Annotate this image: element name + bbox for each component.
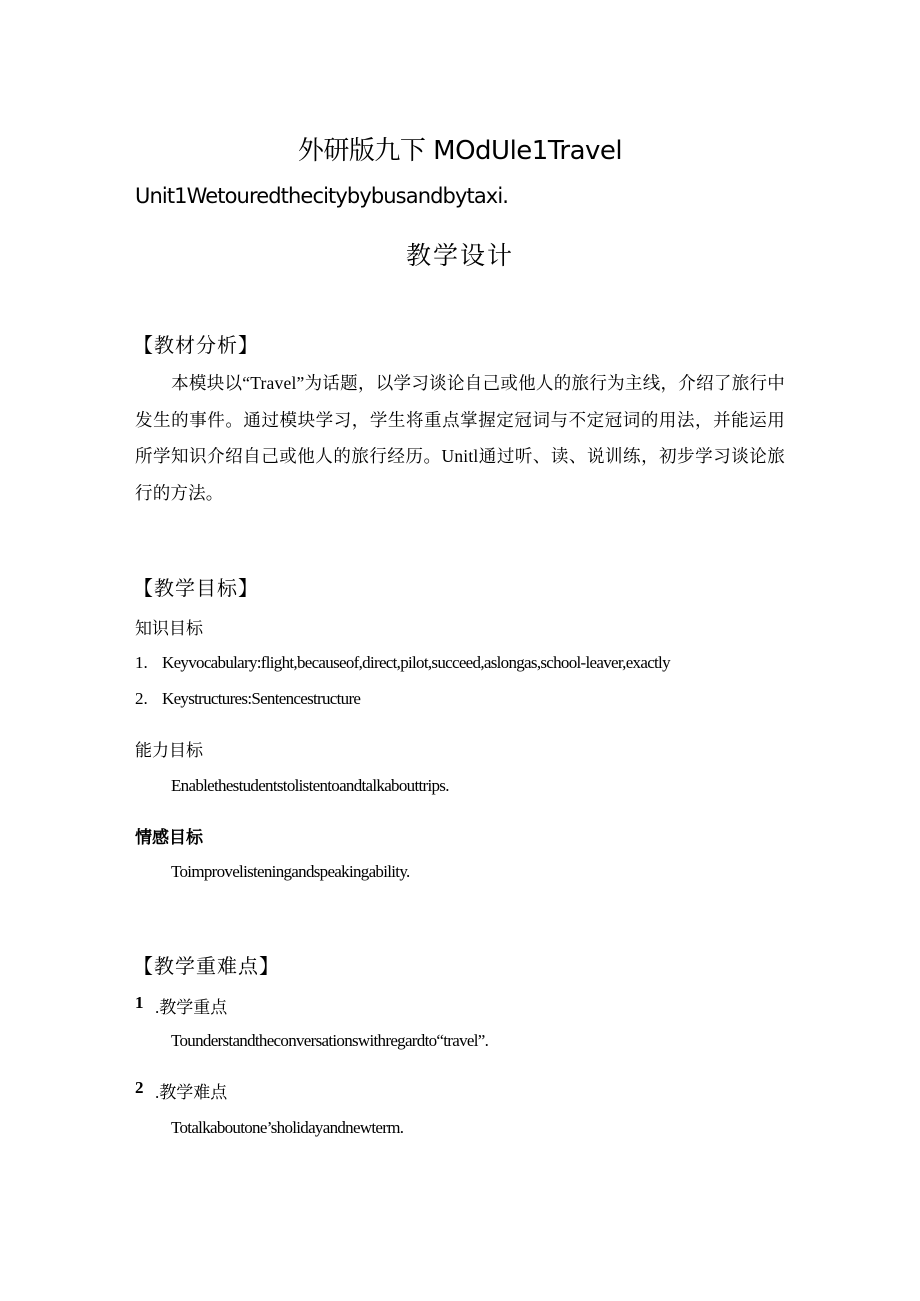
focus-label: .教学重点 (155, 998, 228, 1017)
knowledge-item-number: 1. (135, 653, 148, 672)
emotion-text: Toimprovelisteningandspeakingability. (171, 862, 410, 881)
ability-text: Enablethestudentstolistentoandtalkabouttrips. (171, 776, 449, 795)
key-points-heading: 【教学重难点】 (133, 956, 280, 978)
emotion-label: 情感目标 (135, 828, 203, 848)
analysis-paragraph-text: 本模块以“Travel”为话题，以学习谈论自己或他人的旅行为主线，介绍了旅行中发生的事件。通过模块学习，学生将重点掌握定冠词与不定冠词的用法，并能运用所学知识介绍自己或他人的旅行经历。Unitl通过听、读、说训练，初步学习谈论旅行的方法。 (135, 373, 785, 503)
difficulty-label: .教学难点 (155, 1083, 228, 1102)
focus-text: Tounderstandtheconversationswithregardto“travel”. (171, 1031, 489, 1050)
focus-number: 1 (135, 993, 144, 1012)
objectives-heading: 【教学目标】 (133, 578, 259, 600)
knowledge-item: Keystructures:Sentencestructure (162, 689, 361, 708)
difficulty-number: 2 (135, 1078, 144, 1097)
analysis-paragraph (135, 365, 785, 511)
difficulty-text: Totalkaboutone’sholidayandnewterm. (171, 1118, 404, 1137)
unit-title: Unit1Wetouredthecitybybusandbytaxi. (135, 184, 509, 208)
ability-label: 能力目标 (135, 741, 203, 760)
knowledge-item-number: 2. (135, 689, 148, 708)
knowledge-item: Keyvocabulary:flight,becauseof,direct,pilot,succeed,aslongas,school-leaver,exactly (162, 653, 670, 672)
analysis-heading: 【教材分析】 (133, 335, 259, 357)
knowledge-label: 知识目标 (135, 619, 203, 638)
document-title: 外研版九下 MOdUle1Travel (297, 136, 623, 166)
design-title: 教学设计 (405, 241, 514, 270)
